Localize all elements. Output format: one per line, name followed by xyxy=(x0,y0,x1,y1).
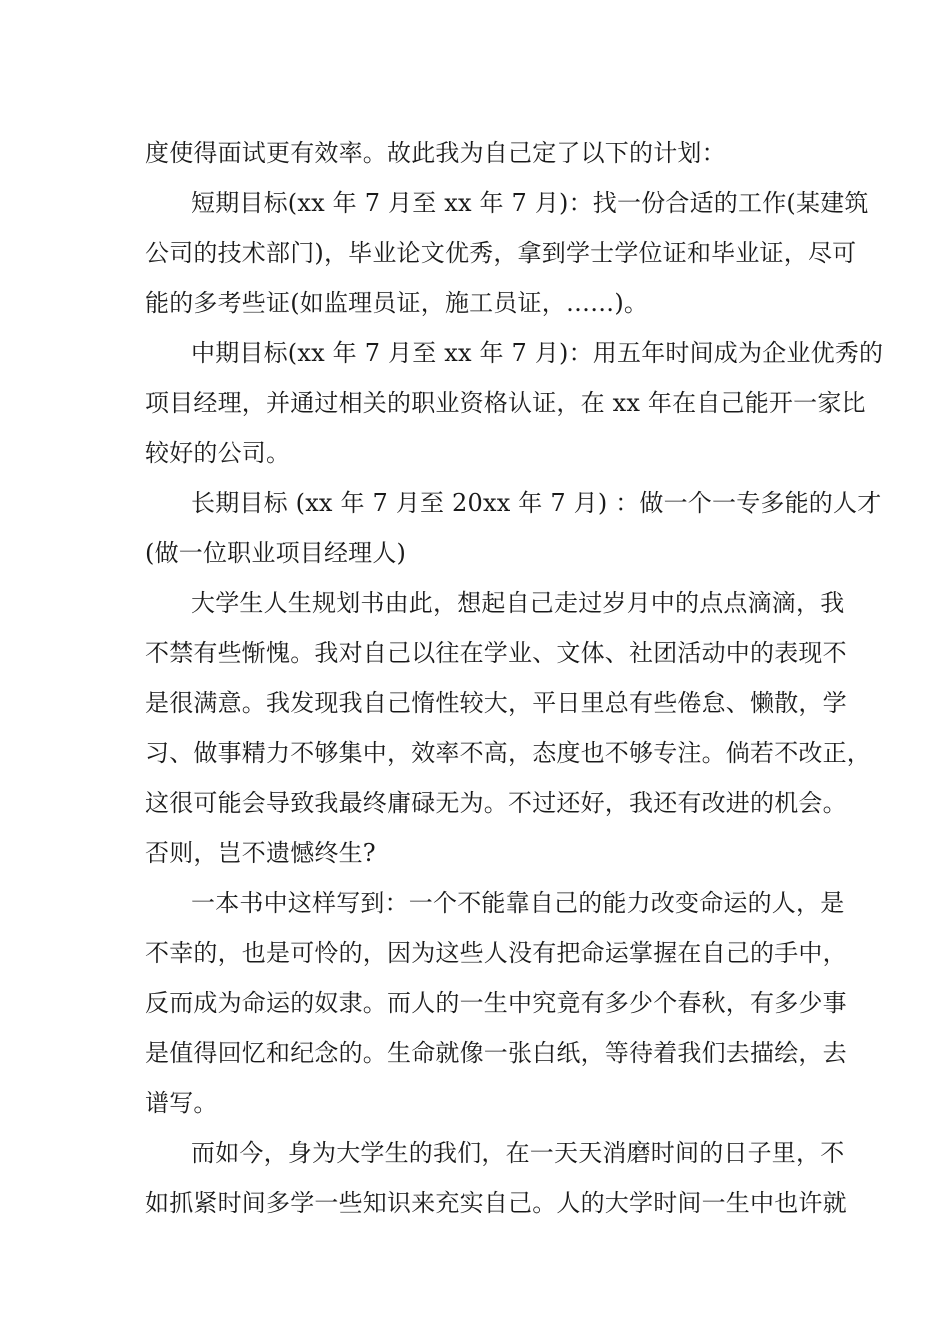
document-body xyxy=(145,128,884,1228)
text-line: 中期目标(xx 年 7 月至 xx 年 7 月)：用五年时间成为企业优秀的 xyxy=(191,339,884,367)
text-line: 而如今，身为大学生的我们，在一天天消磨时间的日子里，不 xyxy=(191,1139,845,1167)
text-line: 公司的技术部门)，毕业论文优秀，拿到学士学位证和毕业证，尽可 xyxy=(145,239,857,267)
text-line: 谱写。 xyxy=(145,1089,218,1117)
text-line: 这很可能会导致我最终庸碌无为。不过还好，我还有改进的机会。 xyxy=(145,789,847,817)
text-line: 是值得回忆和纪念的。生命就像一张白纸，等待着我们去描绘，去 xyxy=(145,1039,847,1067)
text-line: 项目经理，并通过相关的职业资格认证，在 xx 年在自己能开一家比 xyxy=(145,389,866,417)
text-line: 不幸的，也是可怜的，因为这些人没有把命运掌握在自己的手中， xyxy=(145,939,847,967)
text-line: 长期目标 (xx 年 7 月至 20xx 年 7 月) ：做一个一专多能的人才 xyxy=(191,489,882,517)
text-line: 如抓紧时间多学一些知识来充实自己。人的大学时间一生中也许就 xyxy=(145,1189,847,1217)
text-line: 是很满意。我发现我自己惰性较大，平日里总有些倦怠、懒散，学 xyxy=(145,689,847,717)
text-line: (做一位职业项目经理人) xyxy=(145,539,407,567)
text-line: 不禁有些惭愧。我对自己以往在学业、文体、社团活动中的表现不 xyxy=(145,639,847,667)
text-line: 较好的公司。 xyxy=(145,439,291,467)
text-line: 大学生人生规划书由此，想起自己走过岁月中的点点滴滴，我 xyxy=(191,589,845,617)
text-line: 一本书中这样写到：一个不能靠自己的能力改变命运的人，是 xyxy=(191,889,845,917)
text-line: 短期目标(xx 年 7 月至 xx 年 7 月)：找一份合适的工作(某建筑 xyxy=(191,189,869,217)
text-line: 度使得面试更有效率。故此我为自己定了以下的计划： xyxy=(145,139,726,167)
text-line: 否则，岂不遗憾终生? xyxy=(145,839,376,867)
text-line: 习、做事精力不够集中，效率不高，态度也不够专注。倘若不改正， xyxy=(145,739,871,767)
text-line: 反而成为命运的奴隶。而人的一生中究竟有多少个春秋，有多少事 xyxy=(145,989,847,1017)
text-line: 能的多考些证(如监理员证，施工员证，……)。 xyxy=(145,289,649,317)
